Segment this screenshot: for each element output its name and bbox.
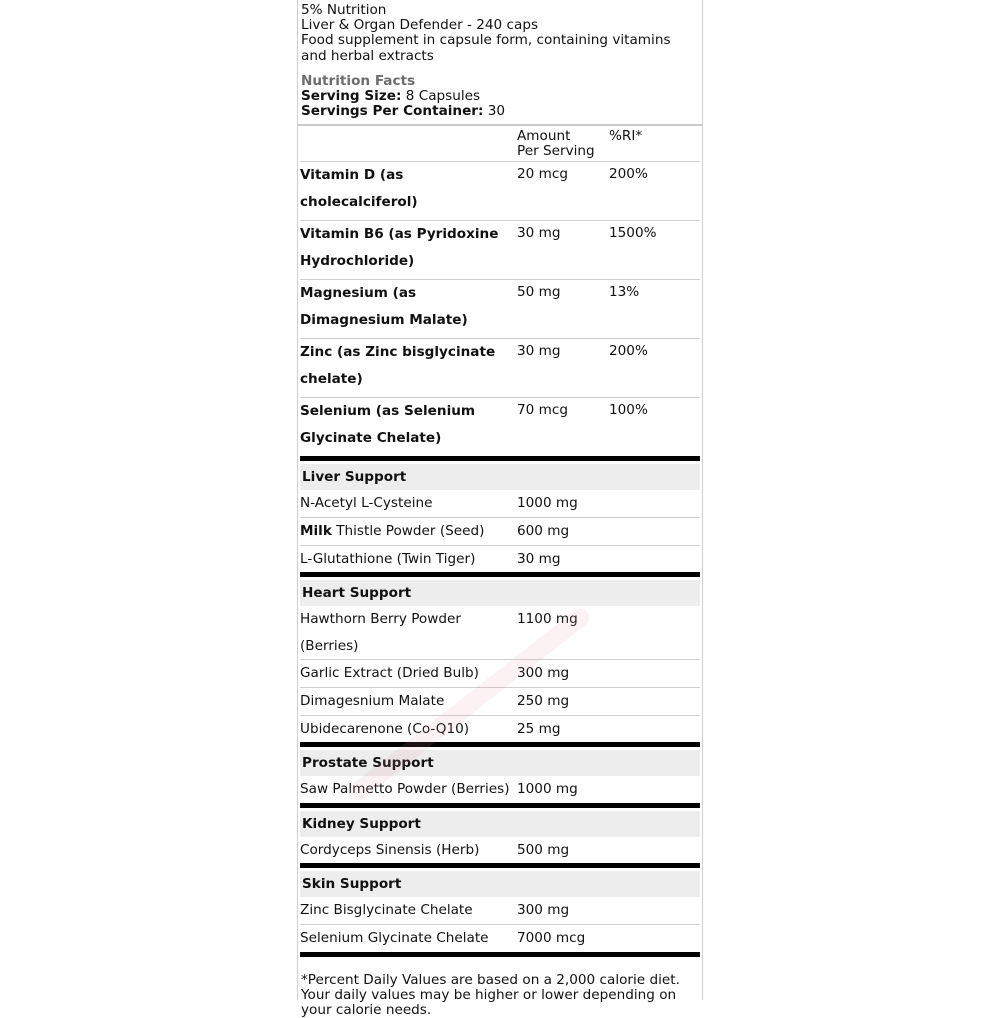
vitamin-row: Vitamin D (as cholecalciferol) 20 mcg 200% bbox=[300, 162, 700, 221]
product-header bbox=[298, 0, 702, 119]
section-header-skin: Skin Support bbox=[300, 866, 700, 898]
footnote: *Percent Daily Values are based on a 2,000 calorie diet. Your daily values may be higher or lower depending on your calorie needs. bbox=[301, 971, 680, 1018]
table-bottom-rule bbox=[300, 954, 700, 963]
list-item: Garlic Extract (Dried Bulb) 300 mg bbox=[300, 660, 700, 688]
serving-size bbox=[301, 89, 699, 104]
servings-label: Servings Per Container: bbox=[301, 103, 484, 120]
serving-size-value: 8 Capsules bbox=[405, 88, 481, 105]
list-item: Selenium Glycinate Chelate 7000 mcg bbox=[300, 924, 700, 954]
servings-value: 30 bbox=[487, 103, 506, 120]
vitamin-row: Magnesium (as Dimagnesium Malate) 50 mg 13% bbox=[300, 280, 700, 339]
product-name: Liver & Organ Defender - 240 caps bbox=[301, 17, 539, 34]
list-item: Zinc Bisglycinate Chelate 300 mg bbox=[300, 902, 570, 919]
section-header-prostate: Prostate Support bbox=[300, 745, 700, 777]
list-item: Hawthorn Berry Powder (Berries) 1100 mg bbox=[300, 611, 578, 654]
nutrition-label-panel bbox=[297, 0, 703, 1018]
list-item: L-Glutathione (Twin Tiger) 30 mg bbox=[300, 545, 700, 575]
section-header-kidney: Kidney Support bbox=[300, 805, 700, 837]
product-description: Food supplement in capsule form, containing vitamins and herbal extracts bbox=[301, 32, 671, 64]
nutrition-facts-title: Nutrition Facts bbox=[301, 72, 416, 89]
table-header-row bbox=[300, 126, 700, 162]
vitamin-row: Selenium (as Selenium Glycinate Chelate) 70 mcg 100% bbox=[300, 398, 700, 459]
list-item: Saw Palmetto Powder (Berries) 1000 mg bbox=[300, 781, 578, 798]
list-item: Ubidecarenone (Co-Q10) 25 mg bbox=[300, 715, 700, 745]
list-item: Cordyceps Sinensis (Herb) 500 mg bbox=[300, 841, 570, 858]
list-item: Milk Thistle Powder (Seed) 600 mg bbox=[300, 518, 700, 546]
section-header-heart: Heart Support bbox=[300, 575, 700, 607]
servings-per-container bbox=[301, 104, 699, 119]
amount-per-serving-header: Amount Per Serving bbox=[517, 128, 595, 160]
brand-name: 5% Nutrition bbox=[301, 2, 387, 18]
ri-header: %RI* bbox=[609, 128, 643, 145]
section-header-liver: Liver Support bbox=[300, 459, 700, 491]
nutrition-table bbox=[300, 126, 700, 962]
serving-size-label: Serving Size: bbox=[301, 88, 402, 105]
vitamin-row: Zinc (as Zinc bisglycinate chelate) 30 mg 200% bbox=[300, 339, 700, 398]
list-item: N-Acetyl L-Cysteine 1000 mg bbox=[300, 495, 578, 512]
vitamin-row: Vitamin B6 (as Pyridoxine Hydrochloride) 30 mg 1500% bbox=[300, 221, 700, 280]
list-item: Dimagesnium Malate 250 mg bbox=[300, 687, 700, 715]
